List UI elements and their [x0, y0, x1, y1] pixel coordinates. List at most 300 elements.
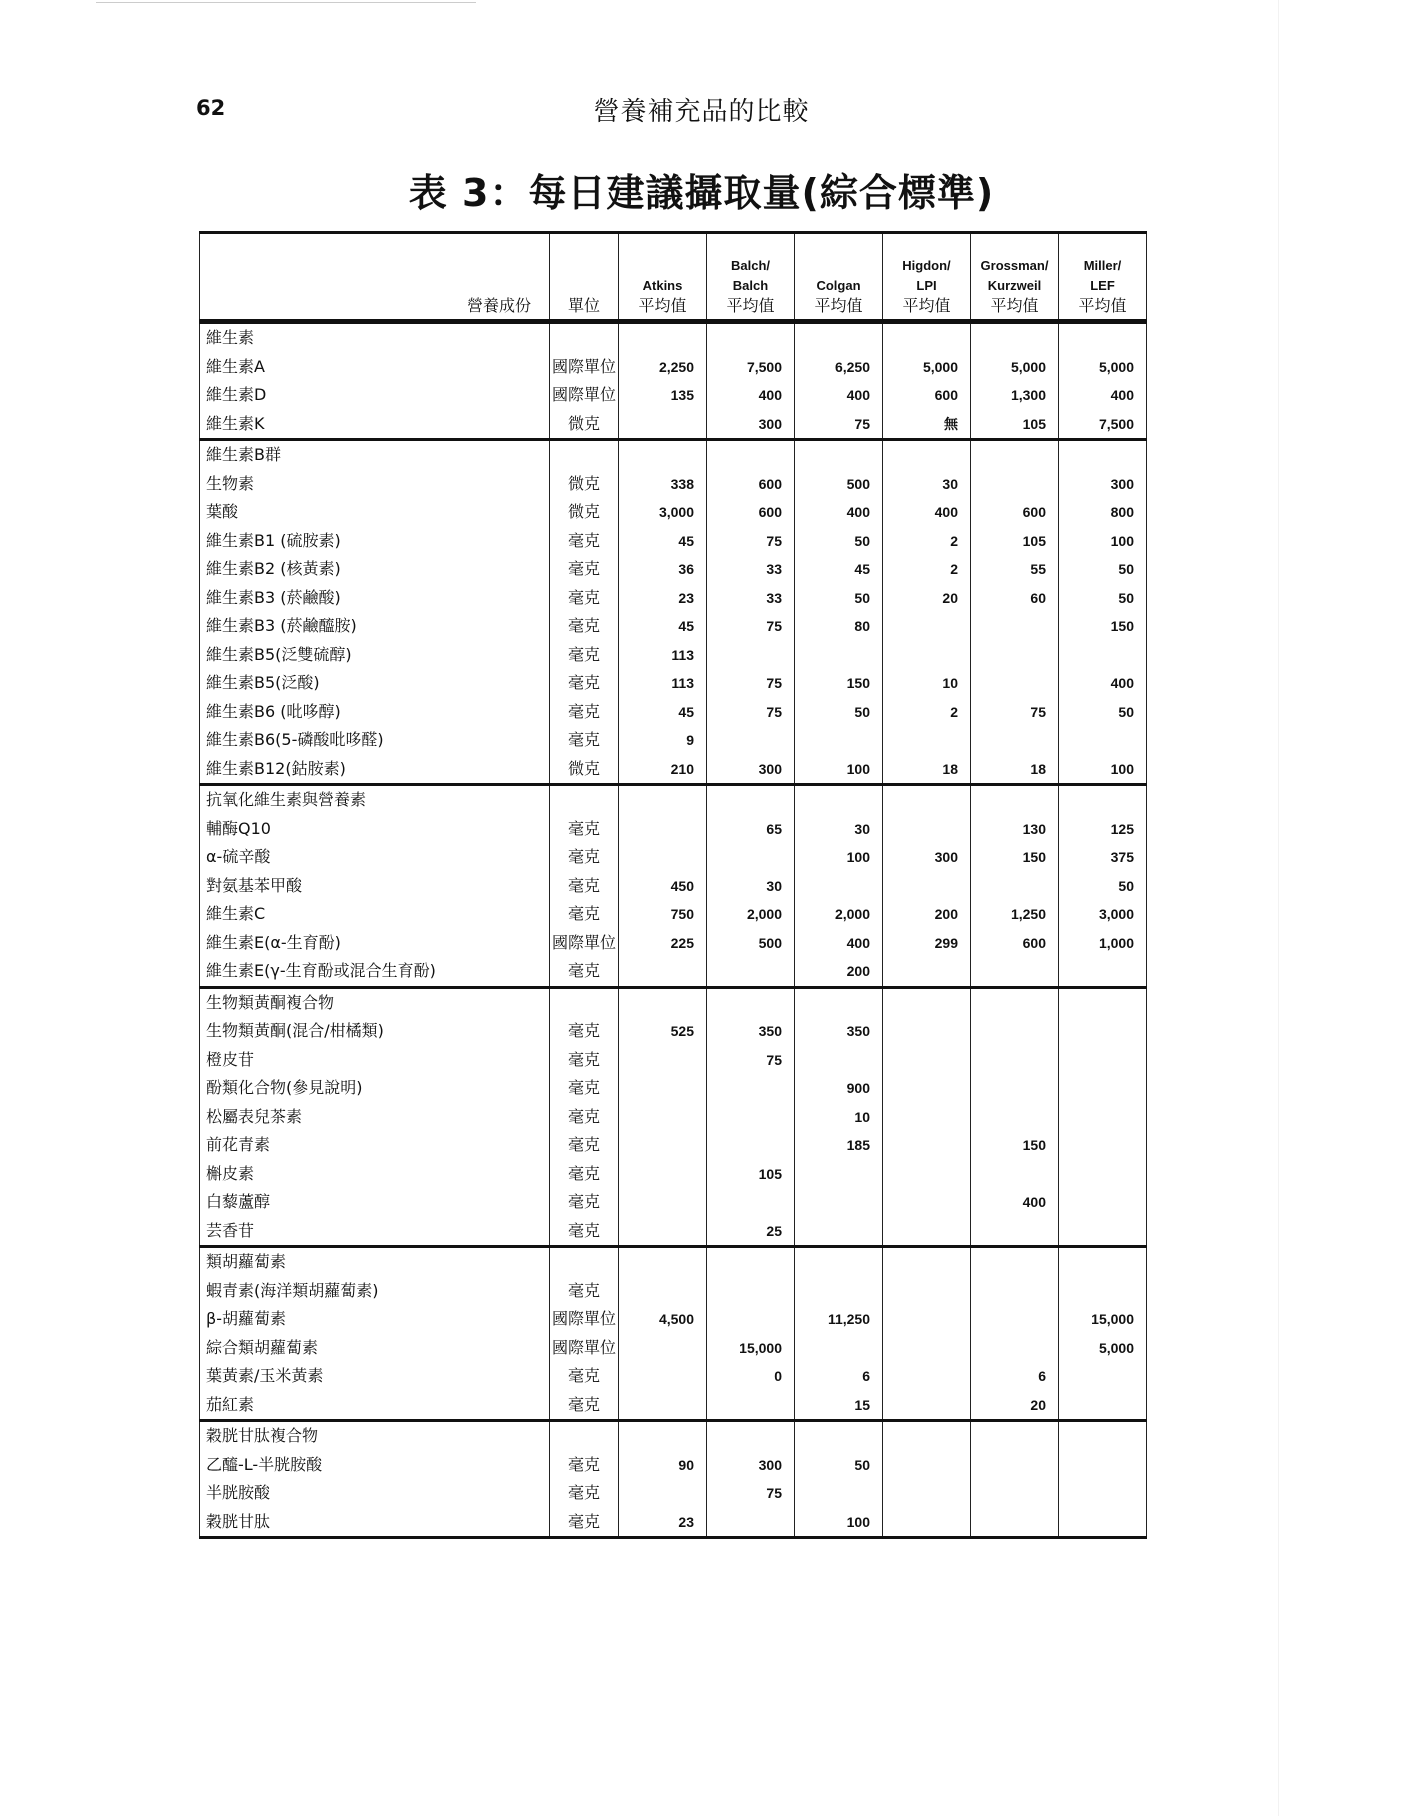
- empty-cell: [550, 440, 619, 470]
- value-cell: 5,000: [883, 353, 971, 382]
- value-cell: 75: [971, 698, 1059, 727]
- value-cell: [1059, 1131, 1147, 1160]
- value-cell: 600: [707, 498, 795, 527]
- value-cell: 800: [1059, 498, 1147, 527]
- value-cell: [971, 1160, 1059, 1189]
- empty-cell: [795, 1247, 883, 1277]
- value-cell: 400: [1059, 669, 1147, 698]
- value-cell: [619, 1334, 707, 1363]
- value-cell: 30: [795, 815, 883, 844]
- table-row: [200, 755, 1147, 785]
- nutrient-name: 維生素B6 (吡哆醇): [200, 698, 550, 727]
- group-header-row: [200, 1421, 1147, 1451]
- unit-cell: 毫克: [550, 1074, 619, 1103]
- header-source-balch: [707, 233, 795, 322]
- nutrient-name: 前花青素: [200, 1131, 550, 1160]
- value-cell: [883, 872, 971, 901]
- header-source-sub: 平均值: [726, 296, 775, 315]
- empty-cell: [883, 785, 971, 815]
- unit-cell: 毫克: [550, 1188, 619, 1217]
- value-cell: 300: [707, 1451, 795, 1480]
- value-cell: [883, 1160, 971, 1189]
- value-cell: [883, 1103, 971, 1132]
- empty-cell: [971, 1421, 1059, 1451]
- value-cell: 33: [707, 584, 795, 613]
- scan-edge-line: [96, 2, 476, 3]
- value-cell: [795, 1277, 883, 1306]
- nutrient-name: 生物類黃酮(混合/柑橘類): [200, 1017, 550, 1046]
- value-cell: 300: [883, 843, 971, 872]
- value-cell: 45: [795, 555, 883, 584]
- value-cell: 150: [971, 1131, 1059, 1160]
- value-cell: [1059, 1074, 1147, 1103]
- empty-cell: [795, 440, 883, 470]
- nutrient-name: 維生素K: [200, 410, 550, 440]
- value-cell: 6,250: [795, 353, 883, 382]
- value-cell: 20: [883, 584, 971, 613]
- nutrient-name: 槲皮素: [200, 1160, 550, 1189]
- empty-cell: [619, 440, 707, 470]
- value-cell: 600: [707, 470, 795, 499]
- table-row: [200, 555, 1147, 584]
- header-nutrient-label: 營養成份: [466, 296, 531, 315]
- nutrient-name: 酚類化合物(參見說明): [200, 1074, 550, 1103]
- value-cell: [619, 1362, 707, 1391]
- table-row: [200, 1391, 1147, 1421]
- value-cell: [707, 1131, 795, 1160]
- value-cell: 25: [707, 1217, 795, 1247]
- value-cell: 100: [1059, 527, 1147, 556]
- empty-cell: [795, 322, 883, 353]
- value-cell: 300: [707, 755, 795, 785]
- value-cell: 15,000: [1059, 1305, 1147, 1334]
- value-cell: 1,250: [971, 900, 1059, 929]
- value-cell: [971, 1479, 1059, 1508]
- unit-cell: 毫克: [550, 584, 619, 613]
- value-cell: [883, 1217, 971, 1247]
- value-cell: [883, 1017, 971, 1046]
- value-cell: [971, 726, 1059, 755]
- value-cell: [707, 1305, 795, 1334]
- empty-cell: [883, 440, 971, 470]
- table-row: [200, 1334, 1147, 1363]
- value-cell: [883, 1046, 971, 1075]
- table-row: [200, 612, 1147, 641]
- group-header-row: [200, 322, 1147, 353]
- table-row: [200, 929, 1147, 958]
- empty-cell: [550, 987, 619, 1017]
- table-row: [200, 1160, 1147, 1189]
- table-row: [200, 353, 1147, 382]
- value-cell: [1059, 1479, 1147, 1508]
- value-cell: 400: [1059, 381, 1147, 410]
- value-cell: 400: [971, 1188, 1059, 1217]
- value-cell: [971, 1017, 1059, 1046]
- value-cell: 200: [795, 957, 883, 987]
- nutrient-name: 維生素E(γ-生育酚或混合生育酚): [200, 957, 550, 987]
- value-cell: [1059, 1017, 1147, 1046]
- value-cell: [619, 1074, 707, 1103]
- value-cell: [971, 470, 1059, 499]
- value-cell: 50: [795, 584, 883, 613]
- value-cell: 2,250: [619, 353, 707, 382]
- value-cell: [1059, 1391, 1147, 1421]
- empty-cell: [795, 1421, 883, 1451]
- value-cell: [883, 957, 971, 987]
- value-cell: [883, 1391, 971, 1421]
- header-source-line2: LPI: [916, 278, 937, 293]
- table-row: [200, 815, 1147, 844]
- value-cell: 5,000: [1059, 1334, 1147, 1363]
- header-source-miller: [1059, 233, 1147, 322]
- unit-cell: 微克: [550, 410, 619, 440]
- nutrient-name: 穀胱甘肽: [200, 1508, 550, 1538]
- value-cell: 225: [619, 929, 707, 958]
- header-source-line1: Miller/: [1083, 258, 1122, 273]
- nutrient-name: 維生素B1 (硫胺素): [200, 527, 550, 556]
- value-cell: 50: [795, 698, 883, 727]
- table-row: [200, 669, 1147, 698]
- value-cell: 20: [971, 1391, 1059, 1421]
- value-cell: 15: [795, 1391, 883, 1421]
- empty-cell: [707, 1421, 795, 1451]
- empty-cell: [1059, 987, 1147, 1017]
- unit-cell: 毫克: [550, 1103, 619, 1132]
- value-cell: [971, 1103, 1059, 1132]
- value-cell: 2: [883, 698, 971, 727]
- value-cell: [707, 1391, 795, 1421]
- value-cell: [619, 815, 707, 844]
- nutrient-name: 維生素C: [200, 900, 550, 929]
- value-cell: 525: [619, 1017, 707, 1046]
- group-name: 生物類黃酮複合物: [200, 987, 550, 1017]
- nutrient-name: 維生素A: [200, 353, 550, 382]
- empty-cell: [795, 987, 883, 1017]
- value-cell: [795, 872, 883, 901]
- value-cell: 400: [883, 498, 971, 527]
- empty-cell: [1059, 785, 1147, 815]
- value-cell: 100: [1059, 755, 1147, 785]
- value-cell: 11,250: [795, 1305, 883, 1334]
- value-cell: 18: [971, 755, 1059, 785]
- value-cell: 200: [883, 900, 971, 929]
- value-cell: 2: [883, 555, 971, 584]
- value-cell: 15,000: [707, 1334, 795, 1363]
- value-cell: 135: [619, 381, 707, 410]
- value-cell: [883, 1451, 971, 1480]
- value-cell: 7,500: [707, 353, 795, 382]
- group-name: 穀胱甘肽複合物: [200, 1421, 550, 1451]
- nutrient-name: 半胱胺酸: [200, 1479, 550, 1508]
- header-source-line1: Higdon/: [902, 258, 951, 273]
- value-cell: [971, 872, 1059, 901]
- value-cell: 60: [971, 584, 1059, 613]
- nutrient-name: 維生素B3 (菸鹼酸): [200, 584, 550, 613]
- table-row: [200, 900, 1147, 929]
- value-cell: 105: [971, 410, 1059, 440]
- value-cell: 450: [619, 872, 707, 901]
- value-cell: 4,500: [619, 1305, 707, 1334]
- table-row: [200, 1479, 1147, 1508]
- value-cell: [619, 1131, 707, 1160]
- value-cell: 75: [707, 527, 795, 556]
- value-cell: [707, 1103, 795, 1132]
- unit-cell: 國際單位: [550, 1334, 619, 1363]
- table-header: [200, 233, 1147, 322]
- table-row: [200, 1046, 1147, 1075]
- value-cell: 23: [619, 584, 707, 613]
- unit-cell: 國際單位: [550, 381, 619, 410]
- header-source-line2: LEF: [1090, 278, 1115, 293]
- empty-cell: [550, 1421, 619, 1451]
- header-source-atkins: [619, 233, 707, 322]
- value-cell: [971, 612, 1059, 641]
- scan-edge-shadow: [1278, 0, 1279, 1816]
- value-cell: 150: [795, 669, 883, 698]
- empty-cell: [883, 987, 971, 1017]
- value-cell: 150: [1059, 612, 1147, 641]
- value-cell: [883, 1362, 971, 1391]
- table-row: [200, 1103, 1147, 1132]
- table-row: [200, 1217, 1147, 1247]
- nutrient-name: 對氨基苯甲酸: [200, 872, 550, 901]
- value-cell: 5,000: [971, 353, 1059, 382]
- empty-cell: [1059, 1421, 1147, 1451]
- value-cell: 210: [619, 755, 707, 785]
- value-cell: [795, 1046, 883, 1075]
- value-cell: 400: [707, 381, 795, 410]
- value-cell: 50: [1059, 555, 1147, 584]
- table-row: [200, 1305, 1147, 1334]
- header-source-sub: 平均值: [1078, 296, 1127, 315]
- value-cell: [883, 612, 971, 641]
- value-cell: 10: [883, 669, 971, 698]
- value-cell: 6: [971, 1362, 1059, 1391]
- value-cell: [707, 843, 795, 872]
- unit-cell: 毫克: [550, 1160, 619, 1189]
- empty-cell: [971, 987, 1059, 1017]
- unit-cell: 國際單位: [550, 353, 619, 382]
- value-cell: [1059, 1277, 1147, 1306]
- value-cell: 338: [619, 470, 707, 499]
- value-cell: [619, 1103, 707, 1132]
- value-cell: [707, 1074, 795, 1103]
- group-header-row: [200, 1247, 1147, 1277]
- table-row: [200, 1508, 1147, 1538]
- value-cell: [795, 1160, 883, 1189]
- header-source-line2: Atkins: [642, 278, 683, 293]
- value-cell: 299: [883, 929, 971, 958]
- table-row: [200, 1188, 1147, 1217]
- value-cell: 400: [795, 381, 883, 410]
- value-cell: [619, 1046, 707, 1075]
- table-row: [200, 410, 1147, 440]
- table-row: [200, 584, 1147, 613]
- value-cell: [883, 1479, 971, 1508]
- value-cell: 105: [971, 527, 1059, 556]
- value-cell: 500: [795, 470, 883, 499]
- value-cell: 75: [707, 698, 795, 727]
- unit-cell: 毫克: [550, 1017, 619, 1046]
- value-cell: 45: [619, 527, 707, 556]
- unit-cell: 毫克: [550, 641, 619, 670]
- value-cell: 30: [883, 470, 971, 499]
- value-cell: [619, 1188, 707, 1217]
- table-row: [200, 1362, 1147, 1391]
- header-unit-label: 單位: [567, 296, 600, 315]
- table-row: [200, 527, 1147, 556]
- unit-cell: 毫克: [550, 669, 619, 698]
- value-cell: 65: [707, 815, 795, 844]
- value-cell: [619, 410, 707, 440]
- value-cell: 350: [707, 1017, 795, 1046]
- value-cell: 36: [619, 555, 707, 584]
- header-source-line1: Grossman/: [980, 258, 1049, 273]
- unit-cell: 毫克: [550, 555, 619, 584]
- unit-cell: 國際單位: [550, 929, 619, 958]
- value-cell: [971, 1074, 1059, 1103]
- empty-cell: [619, 1421, 707, 1451]
- nutrient-name: 輔酶Q10: [200, 815, 550, 844]
- value-cell: [883, 641, 971, 670]
- running-head: 營養補充品的比較: [593, 97, 810, 127]
- value-cell: 無: [883, 410, 971, 440]
- value-cell: 113: [619, 641, 707, 670]
- value-cell: [883, 815, 971, 844]
- value-cell: [971, 1046, 1059, 1075]
- value-cell: 30: [707, 872, 795, 901]
- value-cell: 50: [1059, 872, 1147, 901]
- value-cell: 10: [795, 1103, 883, 1132]
- value-cell: [619, 1217, 707, 1247]
- value-cell: [971, 669, 1059, 698]
- unit-cell: 毫克: [550, 1508, 619, 1538]
- value-cell: [883, 1305, 971, 1334]
- value-cell: [1059, 1508, 1147, 1538]
- value-cell: 1,300: [971, 381, 1059, 410]
- value-cell: 150: [971, 843, 1059, 872]
- empty-cell: [707, 1247, 795, 1277]
- nutrient-name: 維生素B5(泛雙硫醇): [200, 641, 550, 670]
- unit-cell: 微克: [550, 498, 619, 527]
- unit-cell: 毫克: [550, 1046, 619, 1075]
- header-source-colgan: [795, 233, 883, 322]
- nutrient-name: 乙醯-L-半胱胺酸: [200, 1451, 550, 1480]
- table-title: 表 3：每日建議攝取量(綜合標準): [408, 171, 995, 215]
- value-cell: 5,000: [1059, 353, 1147, 382]
- value-cell: 600: [883, 381, 971, 410]
- value-cell: 3,000: [619, 498, 707, 527]
- value-cell: [707, 726, 795, 755]
- empty-cell: [550, 785, 619, 815]
- table-row: [200, 726, 1147, 755]
- nutrient-name: 橙皮苷: [200, 1046, 550, 1075]
- value-cell: 0: [707, 1362, 795, 1391]
- value-cell: 75: [707, 669, 795, 698]
- unit-cell: 毫克: [550, 1277, 619, 1306]
- table-body: [200, 322, 1147, 1538]
- value-cell: 55: [971, 555, 1059, 584]
- table-row: [200, 843, 1147, 872]
- header-source-sub: 平均值: [902, 296, 951, 315]
- header-source-grossman: [971, 233, 1059, 322]
- nutrient-name: α-硫辛酸: [200, 843, 550, 872]
- unit-cell: 毫克: [550, 815, 619, 844]
- group-header-row: [200, 987, 1147, 1017]
- value-cell: [1059, 1103, 1147, 1132]
- value-cell: [883, 1188, 971, 1217]
- value-cell: [971, 1277, 1059, 1306]
- nutrient-name: 葉酸: [200, 498, 550, 527]
- unit-cell: 毫克: [550, 957, 619, 987]
- nutrient-name: 維生素B5(泛酸): [200, 669, 550, 698]
- value-cell: 400: [795, 498, 883, 527]
- nutrient-name: 葉黃素/玉米黃素: [200, 1362, 550, 1391]
- value-cell: [1059, 1451, 1147, 1480]
- empty-cell: [795, 785, 883, 815]
- empty-cell: [619, 987, 707, 1017]
- empty-cell: [1059, 322, 1147, 353]
- unit-cell: 國際單位: [550, 1305, 619, 1334]
- value-cell: [883, 1131, 971, 1160]
- value-cell: 45: [619, 612, 707, 641]
- table-row: [200, 1131, 1147, 1160]
- table-row: [200, 1074, 1147, 1103]
- value-cell: [1059, 1046, 1147, 1075]
- value-cell: 125: [1059, 815, 1147, 844]
- value-cell: [1059, 641, 1147, 670]
- header-source-sub: 平均值: [814, 296, 863, 315]
- empty-cell: [883, 1247, 971, 1277]
- table-row: [200, 470, 1147, 499]
- empty-cell: [707, 785, 795, 815]
- value-cell: 7,500: [1059, 410, 1147, 440]
- group-name: 抗氧化維生素與營養素: [200, 785, 550, 815]
- unit-cell: 毫克: [550, 698, 619, 727]
- group-header-row: [200, 785, 1147, 815]
- value-cell: 300: [707, 410, 795, 440]
- dri-table: [199, 231, 1147, 1539]
- unit-cell: 毫克: [550, 900, 619, 929]
- unit-cell: 毫克: [550, 726, 619, 755]
- value-cell: [707, 957, 795, 987]
- value-cell: [795, 1217, 883, 1247]
- value-cell: 6: [795, 1362, 883, 1391]
- value-cell: 2: [883, 527, 971, 556]
- value-cell: [707, 1277, 795, 1306]
- unit-cell: 毫克: [550, 612, 619, 641]
- value-cell: 100: [795, 843, 883, 872]
- value-cell: [883, 726, 971, 755]
- empty-cell: [883, 1421, 971, 1451]
- value-cell: [619, 1160, 707, 1189]
- value-cell: 350: [795, 1017, 883, 1046]
- header-source-line2: Colgan: [816, 278, 861, 293]
- unit-cell: 毫克: [550, 1451, 619, 1480]
- value-cell: [707, 1188, 795, 1217]
- nutrient-name: β-胡蘿蔔素: [200, 1305, 550, 1334]
- group-name: 維生素B群: [200, 440, 550, 470]
- value-cell: 375: [1059, 843, 1147, 872]
- value-cell: [619, 1479, 707, 1508]
- header-source-sub: 平均值: [990, 296, 1039, 315]
- empty-cell: [550, 322, 619, 353]
- value-cell: [971, 1305, 1059, 1334]
- nutrient-name: 蝦青素(海洋類胡蘿蔔素): [200, 1277, 550, 1306]
- value-cell: 400: [795, 929, 883, 958]
- nutrient-name: 白藜蘆醇: [200, 1188, 550, 1217]
- table-row: [200, 1451, 1147, 1480]
